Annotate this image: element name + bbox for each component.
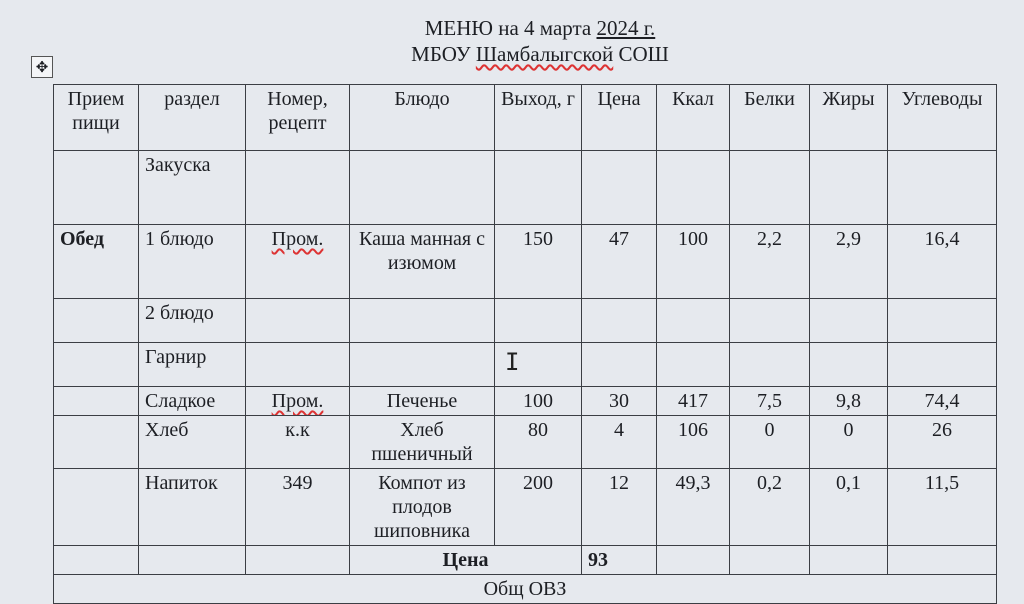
cell-price: [582, 343, 657, 387]
cell-dish: Хлеб пшеничный: [350, 416, 495, 469]
cell-kcal: 49,3: [657, 469, 730, 546]
cell-recipe: [246, 343, 350, 387]
cell-yield: 200: [495, 469, 582, 546]
cell-section: 2 блюдо: [139, 299, 246, 343]
cell-fat: [810, 151, 888, 225]
table-row: [54, 387, 997, 416]
cell-kcal: [657, 299, 730, 343]
cell-carbs: [888, 151, 997, 225]
total-cell: [54, 546, 139, 575]
cell-carbs: [888, 299, 997, 343]
cell-recipe: [246, 299, 350, 343]
cell-dish: [350, 151, 495, 225]
table-row: [54, 299, 997, 343]
cell-meal: [54, 299, 139, 343]
cell-protein: 7,5: [730, 387, 810, 416]
footer-row: [54, 575, 997, 604]
total-cell: [246, 546, 350, 575]
cell-protein: [730, 343, 810, 387]
cell-fat: [810, 299, 888, 343]
title-text: МЕНЮ на 4 марта: [424, 16, 597, 40]
cell-section: Закуска: [139, 151, 246, 225]
total-cell: [888, 546, 997, 575]
cell-protein: [730, 151, 810, 225]
cell-price: [582, 299, 657, 343]
total-value: 93: [582, 546, 657, 575]
cell-meal: [54, 387, 139, 416]
total-label: Цена: [350, 546, 582, 575]
cell-recipe: [246, 151, 350, 225]
cell-meal: [54, 151, 139, 225]
header-section: раздел: [139, 85, 246, 151]
cell-carbs: 11,5: [888, 469, 997, 546]
cell-protein: [730, 299, 810, 343]
school-title: [0, 41, 1024, 67]
cell-fat: [810, 343, 888, 387]
header-price: Цена: [582, 85, 657, 151]
header-yield: Выход, г: [495, 85, 582, 151]
table-row: [54, 343, 997, 387]
menu-table-body: [54, 85, 997, 604]
title-year: 2024: [596, 16, 639, 40]
cell-dish: Каша манная с изюмом: [350, 225, 495, 299]
cell-dish: Компот из плодов шиповника: [350, 469, 495, 546]
cell-carbs: 26: [888, 416, 997, 469]
cell-meal: Обед: [54, 225, 139, 299]
header-meal: Прием пищи: [54, 85, 139, 151]
cell-section: Сладкое: [139, 387, 246, 416]
table-row: [54, 416, 997, 469]
cell-yield: 150: [495, 225, 582, 299]
cell-yield: [495, 299, 582, 343]
header-protein: Белки: [730, 85, 810, 151]
total-row: [54, 546, 997, 575]
table-row: [54, 469, 997, 546]
cell-fat: 0,1: [810, 469, 888, 546]
cell-protein: 0: [730, 416, 810, 469]
header-row: [54, 85, 997, 151]
menu-table: [53, 84, 997, 604]
school-suffix: СОШ: [613, 42, 669, 66]
cell-dish: [350, 343, 495, 387]
title-suffix: г.: [638, 16, 656, 40]
cell-recipe: Пром.: [246, 225, 350, 299]
cell-recipe: к.к: [246, 416, 350, 469]
cell-section: Напиток: [139, 469, 246, 546]
cell-price: 12: [582, 469, 657, 546]
cell-carbs: 16,4: [888, 225, 997, 299]
cell-kcal: 100: [657, 225, 730, 299]
cell-recipe: 349: [246, 469, 350, 546]
text-cursor-icon: I: [505, 348, 520, 376]
cell-meal: [54, 469, 139, 546]
cell-dish: Печенье: [350, 387, 495, 416]
school-prefix: МБОУ: [411, 42, 476, 66]
total-cell: [657, 546, 730, 575]
header-carbs: Углеводы: [888, 85, 997, 151]
cell-fat: 2,9: [810, 225, 888, 299]
cell-price: 47: [582, 225, 657, 299]
menu-title: [0, 15, 1024, 41]
cell-fat: 9,8: [810, 387, 888, 416]
table-row: [54, 151, 997, 225]
cell-carbs: [888, 343, 997, 387]
cell-price: 4: [582, 416, 657, 469]
cell-fat: 0: [810, 416, 888, 469]
cell-protein: 0,2: [730, 469, 810, 546]
cell-yield: [495, 151, 582, 225]
header-kcal: Ккал: [657, 85, 730, 151]
cell-section: Хлеб: [139, 416, 246, 469]
cell-kcal: [657, 151, 730, 225]
cell-section: 1 блюдо: [139, 225, 246, 299]
cell-yield: 80: [495, 416, 582, 469]
school-name: Шамбалыгской: [475, 42, 614, 66]
cell-dish: [350, 299, 495, 343]
cell-kcal: 417: [657, 387, 730, 416]
total-cell: [810, 546, 888, 575]
cell-price: [582, 151, 657, 225]
cell-recipe: Пром.: [246, 387, 350, 416]
table-row: [54, 225, 997, 299]
header-fat: Жиры: [810, 85, 888, 151]
cell-kcal: [657, 343, 730, 387]
cell-carbs: 74,4: [888, 387, 997, 416]
header-recipe: Номер, рецепт: [246, 85, 350, 151]
cell-yield: 100: [495, 387, 582, 416]
cell-meal: [54, 416, 139, 469]
cell-meal: [54, 343, 139, 387]
header-dish: Блюдо: [350, 85, 495, 151]
total-cell: [139, 546, 246, 575]
cell-price: 30: [582, 387, 657, 416]
cell-section: Гарнир: [139, 343, 246, 387]
footer-partial-text: Общ ОВЗ: [54, 575, 997, 604]
table-move-handle-icon[interactable]: ✥: [31, 56, 53, 78]
cell-protein: 2,2: [730, 225, 810, 299]
total-cell: [730, 546, 810, 575]
cell-kcal: 106: [657, 416, 730, 469]
